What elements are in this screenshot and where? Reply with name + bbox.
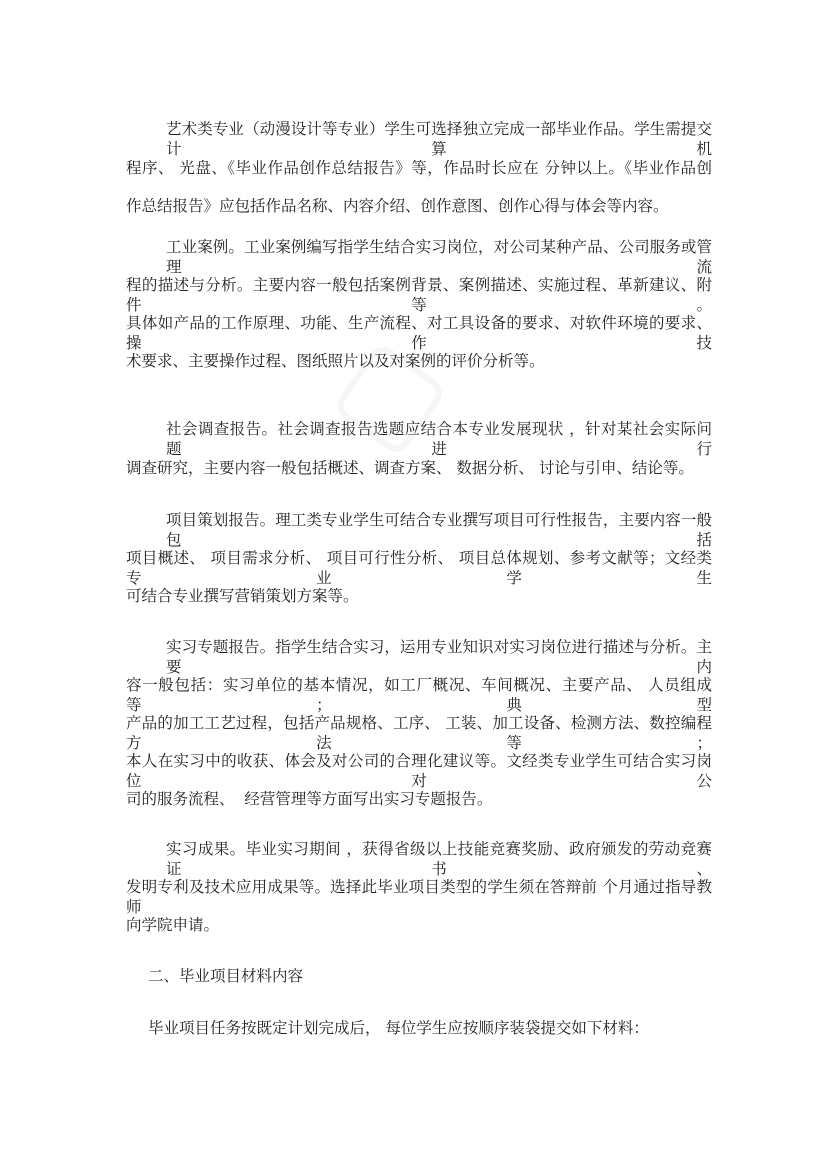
paragraph-line: 调查研究，主要内容一般包括概述、调查方案、 数据分析、 讨论与引申、结论等。 <box>126 459 694 477</box>
paragraph-line: 项目策划报告。理工类专业学生可结合专业撰写项目可行性报告，主要内容一般包括 <box>166 511 712 549</box>
paragraph-line: 程的描述与分析。主要内容一般包括案例背景、案例描述、实施过程、革新建议、附件等。 <box>126 276 712 314</box>
paragraph-line: 向学院申请。 <box>126 916 220 934</box>
paragraph-line: 容一般包括：实习单位的基本情况，如工厂概况、车间概况、主要产品、 人员组成等；典型 <box>126 676 712 714</box>
paragraph-line: 发明专利及技术应用成果等。选择此毕业项目类型的学生须在答辩前 个月通过指导教师 <box>126 878 712 916</box>
paragraph-line: 项目概述、 项目需求分析、 项目可行性分析、 项目总体规划、参考文献等；文经类专业学生 <box>126 549 712 587</box>
paragraph-line: 本人在实习中的收获、体会及对公司的合理化建议等。文经类专业学生可结合实习岗位对公 <box>126 752 712 790</box>
paragraph-line: 作总结报告》应包括作品名称、内容介绍、创作意图、创作心得与体会等内容。 <box>126 197 669 215</box>
paragraph-line: 司的服务流程、 经营管理等方面写出实习专题报告。 <box>126 790 493 808</box>
paragraph-line: 具体如产品的工作原理、功能、生产流程、对工具设备的要求、对软件环境的要求、操作技 <box>126 314 712 352</box>
paragraph-line: 工业案例。工业案例编写指学生结合实习岗位，对公司某种产品、公司服务或管理流 <box>166 238 712 276</box>
section-heading: 二、毕业项目材料内容 <box>148 967 304 985</box>
paragraph-line: 产品的加工工艺过程，包括产品规格、工序、 工装、加工设备、检测方法、数控编程方法等； <box>126 714 712 752</box>
paragraph-line: 术要求、主要操作过程、图纸照片以及对案例的评价分析等。 <box>126 352 545 370</box>
closing-line: 毕业项目任务按既定计划完成后， 每位学生应按顺序装袋提交如下材料： <box>148 1019 649 1037</box>
paragraph-line: 社会调查报告。社会调查报告选题应结合本专业发展现状 ，针对某社会实际问题进行 <box>166 420 712 458</box>
paragraph-line: 程序、 光盘、《毕业作品创作总结报告》等，作品时长应在 分钟以上。《毕业作品创 <box>126 159 712 177</box>
paragraph-line: 艺术类专业（动漫设计等专业）学生可选择独立完成一部毕业作品。学生需提交计算机 <box>166 120 712 158</box>
paragraph-line: 可结合专业撰写营销策划方案等。 <box>126 587 359 605</box>
paragraph-line: 实习专题报告。指学生结合实习，运用专业知识对实习岗位进行描述与分析。主要内 <box>166 638 712 676</box>
paragraph-line: 实习成果。毕业实习期间 ，获得省级以上技能竞赛奖励、政府颁发的劳动竞赛证书、 <box>166 840 712 878</box>
